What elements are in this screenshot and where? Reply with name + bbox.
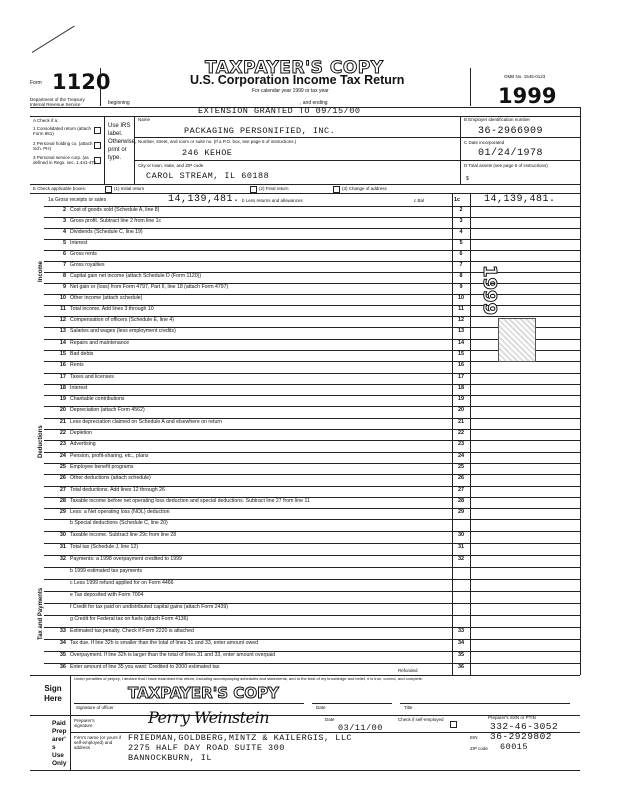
deductions-amount-field[interactable] [471, 384, 579, 394]
perjury-statement: Under penalties of perjury, I declare that I have examined this return, including accompanying schedules and statements, and to the best of my knowledge and belief, it is true, correct, and complete. [74, 676, 424, 681]
deductions-line-number: 21 [59, 418, 66, 425]
sign-here-label: Sign Here [44, 684, 62, 703]
tax-amount-field[interactable] [471, 531, 579, 542]
tax-line-label: b 1999 estimated tax payments [70, 568, 143, 574]
income-line-label: Cost of goods sold (Schedule A, line 8) [70, 207, 160, 213]
deductions-line-label: Total deductions. Add lines 12 through 26 [70, 486, 165, 493]
deductions-amount-field[interactable] [471, 373, 579, 383]
beginning-label: beginning [108, 100, 130, 106]
tax-line-number: 31 [59, 544, 66, 550]
income-line-label: Gross profit. Subtract line 2 from line 1c [70, 218, 162, 224]
check-applicable-label: E Check applicable boxes: [33, 186, 87, 191]
side-year-stamp: 1999 [479, 265, 500, 316]
deductions-line-label: Interest [70, 384, 88, 391]
deductions-line-label: Other deductions (attach schedule) [70, 475, 151, 482]
form-title: U.S. Corporation Income Tax Return [190, 73, 405, 87]
scan-artifact [498, 318, 536, 362]
tax-line-box: 33 [457, 628, 465, 634]
firm-city: BANNOCKBURN, IL [128, 753, 213, 763]
date-incorporated-label: C Date incorporated [464, 140, 505, 145]
income-line-number: 7 [62, 262, 66, 268]
income-line-box: 8 [459, 273, 463, 279]
tax-amount-field[interactable] [471, 651, 579, 662]
deductions-line-label: Depletion [70, 430, 92, 436]
deductions-amount-field[interactable] [471, 429, 579, 439]
income-line-box: 3 [459, 218, 463, 224]
total-assets-label: D Total assets (see page 5 of instructions) [464, 163, 548, 168]
deductions-line-box: 22 [457, 430, 465, 436]
form-number: 1120 [52, 70, 111, 94]
tax-line-label: Enter amount of line 35 you want: Credited to 2000 estimated tax [70, 664, 220, 670]
deductions-line-number: 13 [59, 328, 66, 335]
tax-line-label: Taxable income. Subtract line 29c from line 28 [70, 532, 177, 538]
tax-line-label: Estimated tax penalty. Check if Form 2220 is attached [70, 628, 194, 634]
income-amount-field[interactable] [471, 239, 579, 249]
deductions-line-box: 16 [457, 362, 465, 369]
deductions-line-number: 16 [59, 362, 66, 369]
deductions-line-box: 20 [457, 407, 465, 414]
line1b-label: b Less returns and allowances [242, 198, 303, 203]
deductions-line-number: 29 [59, 509, 66, 516]
income-line-number: 3 [62, 218, 66, 224]
deductions-line-label: Depreciation (attach Form 4562) [70, 407, 145, 414]
deductions-line-label: Less: a Net operating loss (NOL) deduction [70, 509, 170, 516]
zip-code-label: ZIP code [470, 746, 488, 751]
deductions-amount-field[interactable] [471, 463, 579, 473]
income-line-box: 4 [459, 229, 463, 235]
tax-amount-field[interactable] [471, 615, 579, 626]
form-subtitle: For calendar year 1999 or tax year [252, 88, 329, 94]
firm-ein-label: EIN [470, 735, 478, 740]
initial-return-checkbox[interactable] [105, 186, 112, 193]
change-address-checkbox[interactable] [333, 186, 340, 193]
final-return-label: (2) Final return [259, 186, 289, 191]
deductions-line-box: 25 [457, 463, 465, 470]
deductions-line-number: 22 [59, 430, 66, 436]
income-line-number: 6 [62, 251, 66, 257]
deductions-amount-field[interactable] [471, 418, 579, 428]
refunded-label: Refunded [398, 668, 418, 673]
deductions-section-label: Deductions [38, 425, 44, 458]
tax-line-number: 36 [59, 664, 66, 670]
tax-line-label: c Less 1999 refund applied for on Form 4466 [70, 580, 174, 586]
tax-amount-field[interactable] [471, 591, 579, 602]
deductions-line-box: 26 [457, 475, 465, 482]
line1a-label: 1a Gross receipts or sales [48, 197, 107, 203]
deductions-line-label: Taxable income before net operating loss deduction and special deductions. Subtract line 27 from line 11 [70, 497, 310, 504]
tax-line-box: 31 [457, 544, 465, 550]
income-amount-field[interactable] [471, 250, 579, 260]
tax-line-box: 35 [457, 652, 465, 658]
firm-address: 2275 HALF DAY ROAD SUITE 300 [128, 743, 285, 753]
deductions-line-box: 13 [457, 328, 465, 335]
income-line-box: 7 [459, 262, 463, 268]
income-line-number: 9 [62, 284, 66, 290]
income-line-label: Total income. Add lines 3 through 10 [70, 306, 154, 312]
personal-service-checkbox[interactable] [94, 157, 101, 164]
income-line-label: Dividends (Schedule C, line 19) [70, 229, 143, 235]
deductions-amount-field[interactable] [471, 474, 579, 484]
deductions-line-number: 24 [59, 452, 66, 459]
tax-line-number: 32 [59, 556, 66, 562]
firm-ein: 36-2929802 [490, 731, 553, 742]
firm-zip: 60015 [500, 742, 529, 752]
officer-signature-label: Signature of officer [76, 705, 114, 710]
income-line-label: Capital gain net income (attach Schedule D (Form 1120)) [70, 273, 202, 279]
change-address-label: (3) Change of address [342, 186, 387, 191]
deductions-line-label: Pension, profit-sharing, etc., plans [70, 452, 149, 459]
check-if-label: A Check if a: [33, 118, 59, 123]
line1c-label: c Bal [414, 198, 425, 203]
tax-year: 1999 [498, 84, 557, 108]
sign-taxpayer-copy-stamp: TAXPAYER'S COPY [128, 684, 279, 702]
deductions-line-number: 25 [59, 463, 66, 470]
deductions-line-box: 19 [457, 396, 465, 403]
preparer-signature: Perry Weinstein [148, 708, 269, 727]
personal-holding-label: 2 Personal holding co. (attach Sch. PH) [33, 141, 93, 151]
deductions-line-label: Bad debts [70, 350, 94, 357]
deductions-line-number: 26 [59, 475, 66, 482]
ein-label: B Employer identification number [464, 117, 531, 122]
city-state-zip: CAROL STREAM, IL 60188 [146, 171, 270, 181]
ein-value: 36-2966909 [478, 126, 544, 137]
sign-date-label: Date [316, 705, 326, 710]
tax-line-box: 32 [457, 556, 465, 562]
income-line-box: 9 [459, 284, 463, 290]
extension-note: EXTENSION GRANTED TO 09/15/00 [198, 106, 361, 116]
deductions-line-box: 18 [457, 384, 465, 391]
income-line-box: 2 [459, 207, 463, 213]
income-line-box: 11 [458, 306, 464, 312]
deductions-line-label: Charitable contributions [70, 396, 125, 403]
income-line-number: 11 [60, 306, 66, 312]
firm-name: FRIEDMAN,GOLDBERG,MINTZ & KAILERGIS, LLC [128, 733, 353, 743]
deductions-line-label: Salaries and wages (less employment credits) [70, 328, 176, 335]
deductions-line-box: 27 [457, 486, 465, 493]
deductions-line-number: 28 [59, 497, 66, 504]
deductions-line-box: 28 [457, 497, 465, 504]
tax-line-label: g Credit for Federal tax on fuels (attach Form 4136) [70, 616, 189, 622]
preparer-ssn: 332-46-3052 [490, 721, 559, 732]
deductions-line-label: Taxes and licenses [70, 373, 114, 380]
deductions-amount-field[interactable] [471, 440, 579, 450]
deductions-line-number: 17 [59, 373, 66, 380]
consolidated-checkbox[interactable] [94, 127, 101, 134]
deductions-line-box: 17 [457, 373, 465, 380]
street-label: Number, street, and room or suite no. (If a P.O. box, see page 5 of instructions.) [138, 139, 297, 144]
taxpayer-copy-stamp: TAXPAYER'S COPY [205, 58, 384, 78]
preparer-ssn-label: Preparer's SSN or PTIN [488, 715, 536, 720]
deductions-line-number: 27 [59, 486, 66, 493]
initial-return-label: (1) Initial return [114, 186, 145, 191]
tax-payments-section-label: Tax and Payments [38, 587, 44, 640]
preparer-signature-label: Preparer's signature [74, 718, 95, 728]
tax-line-label: Tax due. If line 32h is smaller than the total of lines 31 and 33, enter amount owed [70, 640, 259, 646]
tax-amount-field[interactable] [471, 567, 579, 578]
preparer-date-label: Date [325, 717, 335, 722]
tax-amount-field[interactable] [471, 663, 579, 674]
tax-line-label: Payments: a 1998 overpayment credited to 1999 [70, 556, 182, 562]
deductions-line-number: 14 [59, 339, 66, 346]
tax-amount-field[interactable] [471, 627, 579, 638]
deductions-line-label: Advertising [70, 441, 96, 448]
assets-dollar-sign: $ [466, 176, 469, 182]
street-address: 246 KEHOE [182, 148, 233, 158]
personal-service-label: 3 Personal service corp. (as defined in Regs. sec. 1.441-4T) [33, 155, 96, 165]
income-line-label: Other income (attach schedule) [70, 295, 143, 301]
self-employed-label: Check if self-employed [398, 717, 444, 722]
deductions-line-number: 12 [59, 317, 66, 323]
city-label: City or town, state, and ZIP code [138, 163, 204, 168]
department-label: Department of the Treasury Internal Revenue Service [30, 97, 85, 107]
tax-line-number: 34 [59, 640, 66, 646]
deductions-amount-field[interactable] [471, 452, 579, 462]
income-line-label: Gross royalties [70, 262, 105, 268]
date-incorporated-value: 01/24/1978 [478, 148, 544, 159]
tax-amount-field[interactable] [471, 603, 579, 614]
final-return-checkbox[interactable] [250, 186, 257, 193]
deductions-line-box: 14 [457, 339, 465, 346]
deductions-line-label: Repairs and maintenance [70, 339, 130, 346]
income-line-number: 4 [62, 229, 66, 235]
tax-line-number: 30 [59, 532, 66, 538]
deductions-amount-field[interactable] [471, 395, 579, 405]
tax-line-label: f Credit for tax paid on undistributed capital gains (attach Form 2439) [70, 604, 229, 610]
income-line-label: Net gain or (loss) from Form 4797, Part II, line 18 (attach Form 4797) [70, 284, 229, 290]
use-irs-label: Use IRS label. Otherwise, print or type. [108, 123, 137, 161]
deductions-line-box: 29 [457, 509, 465, 516]
income-line-box: 5 [459, 240, 463, 246]
deductions-line-label: Less depreciation claimed on Schedule A and elsewhere on return [70, 418, 222, 425]
deductions-line-number: 15 [59, 350, 66, 357]
deductions-amount-field[interactable] [471, 497, 579, 507]
consolidated-checkbox-label: 1 Consolidated return (attach Form 851) [33, 126, 92, 136]
income-line-box: 6 [459, 251, 463, 257]
deductions-amount-field[interactable] [471, 406, 579, 416]
deductions-line-box: 24 [457, 452, 465, 459]
tax-line-number: 35 [59, 652, 66, 658]
tax-line-box: 36 [457, 664, 465, 670]
tax-line-box: 34 [457, 640, 465, 646]
deductions-amount-field[interactable] [471, 486, 579, 496]
income-amount-field[interactable] [471, 217, 579, 227]
income-line-label: Gross rents [70, 251, 97, 257]
deductions-line-box: 21 [457, 418, 465, 425]
line1a-value: 14,139,481. [168, 194, 240, 205]
tax-amount-field[interactable] [471, 543, 579, 554]
paid-preparer-label: Paid Preparer's Use Only [52, 720, 67, 767]
deductions-line-box: 15 [457, 350, 465, 357]
income-line-number: 2 [62, 207, 66, 213]
income-line-label: Interest [70, 240, 88, 246]
line1c-value: 14,139,481. [484, 194, 556, 205]
deductions-line-number: 20 [59, 407, 66, 414]
firm-name-label: Firm's name (or yours if self-employed) and address [74, 735, 122, 750]
income-line-box: 10 [457, 295, 465, 301]
tax-amount-field[interactable] [471, 639, 579, 650]
officer-title-label: Title [404, 705, 413, 710]
preparer-date: 03/11/00 [338, 723, 383, 733]
deductions-line-number: 18 [59, 384, 66, 391]
tax-line-label: e Tax deposited with Form 7004 [70, 592, 144, 598]
corporation-name: PACKAGING PERSONIFIED, INC. [184, 126, 336, 136]
tax-line-box: 30 [457, 532, 465, 538]
income-amount-field[interactable] [471, 206, 579, 216]
name-label: Name [138, 117, 151, 122]
tax-amount-field[interactable] [471, 579, 579, 590]
deductions-line-label: Rents [70, 362, 84, 369]
income-line-number: 10 [59, 295, 66, 301]
deductions-amount-field[interactable] [471, 519, 579, 529]
deductions-amount-field[interactable] [471, 508, 579, 518]
deductions-line-label: Employee benefit programs [70, 463, 134, 470]
income-amount-field[interactable] [471, 228, 579, 238]
income-line-number: 8 [62, 273, 66, 279]
deductions-line-box: 12 [457, 317, 465, 323]
self-employed-checkbox[interactable] [450, 721, 457, 728]
tax-line-label: Overpayment. If line 32h is larger than the total of lines 31 and 33, enter amount overpaid [70, 652, 276, 658]
personal-holding-checkbox[interactable] [94, 142, 101, 149]
form-label: Form [30, 80, 42, 86]
decorative-slash [32, 26, 75, 53]
deductions-line-box: 23 [457, 441, 465, 448]
deductions-line-label: b Special deductions (Schedule C, line 20) [70, 520, 168, 527]
income-line-number: 5 [62, 240, 66, 246]
tax-line-label: Total tax (Schedule J, line 12) [70, 544, 139, 550]
omb-number: OMB No. 1545-0123 [504, 74, 546, 79]
deductions-line-number: 23 [59, 441, 66, 448]
deductions-amount-field[interactable] [471, 361, 579, 371]
tax-line-number: 33 [59, 628, 66, 634]
income-section-label: Income [38, 260, 44, 282]
deductions-line-label: Compensation of officers (Schedule E, line 4) [70, 317, 174, 323]
ending-label: , and ending [300, 100, 328, 106]
tax-amount-field[interactable] [471, 555, 579, 566]
deductions-line-number: 19 [59, 396, 66, 403]
